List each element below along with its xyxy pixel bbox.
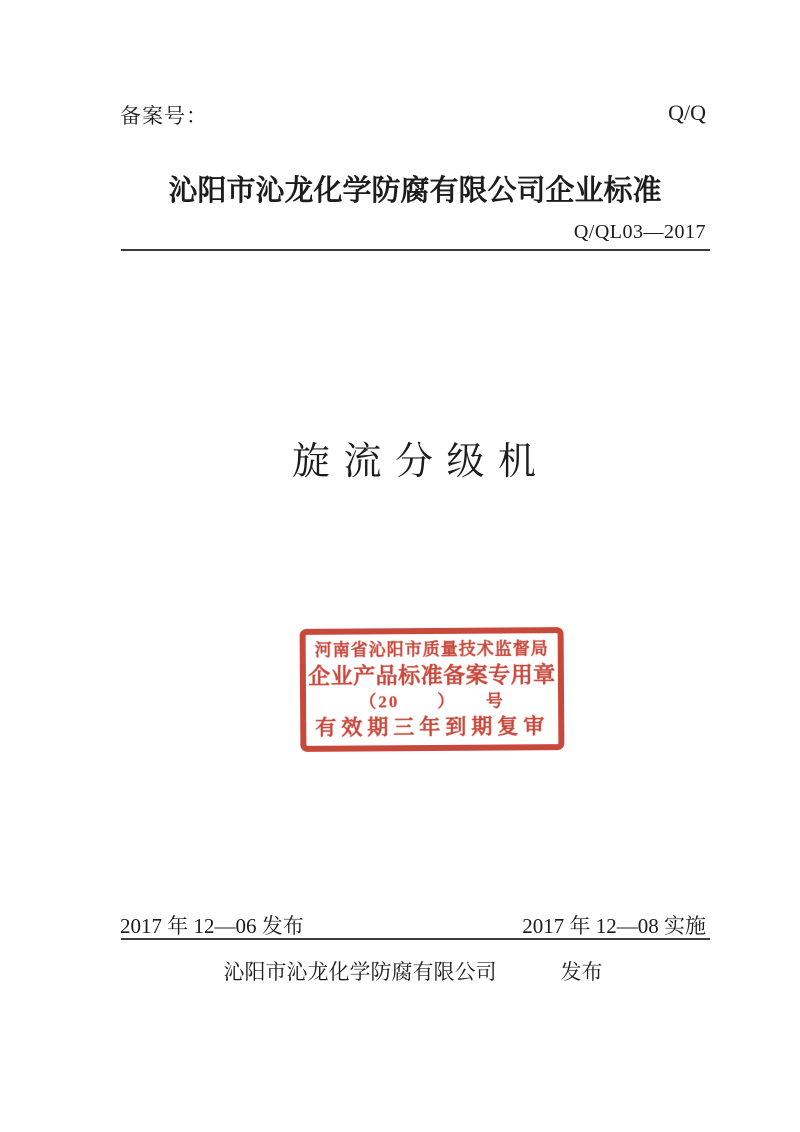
stamp-purpose-line: 企业产品标准备案专用章 (308, 662, 556, 690)
registration-stamp (300, 627, 565, 752)
standard-number: Q/QL03—2017 (573, 221, 706, 243)
record-number-row (120, 100, 706, 130)
issue-date: 2017 年 12—06 发布 (120, 914, 304, 938)
stamp-validity-line: 有效期三年到期复审 (315, 713, 550, 740)
bottom-divider (121, 938, 710, 940)
implementation-date: 2017 年 12—08 实施 (522, 914, 706, 938)
publisher-row (120, 956, 706, 986)
stamp-number-line: （20 ） 号 (359, 691, 505, 712)
company-standard-title: 沁阳市沁龙化学防腐有限公司企业标准 (168, 175, 662, 207)
publisher-name: 沁阳市沁龙化学防腐有限公司 (223, 960, 497, 984)
stamp-authority-line: 河南省沁阳市质量技术监督局 (314, 639, 549, 661)
doc-class-code: Q/Q (668, 100, 706, 125)
publish-label: 发布 (560, 960, 603, 984)
date-row (120, 910, 706, 940)
record-number-label: 备案号： (120, 104, 208, 128)
product-title: 旋 流 分 级 机 (291, 441, 538, 483)
top-divider (121, 249, 710, 251)
